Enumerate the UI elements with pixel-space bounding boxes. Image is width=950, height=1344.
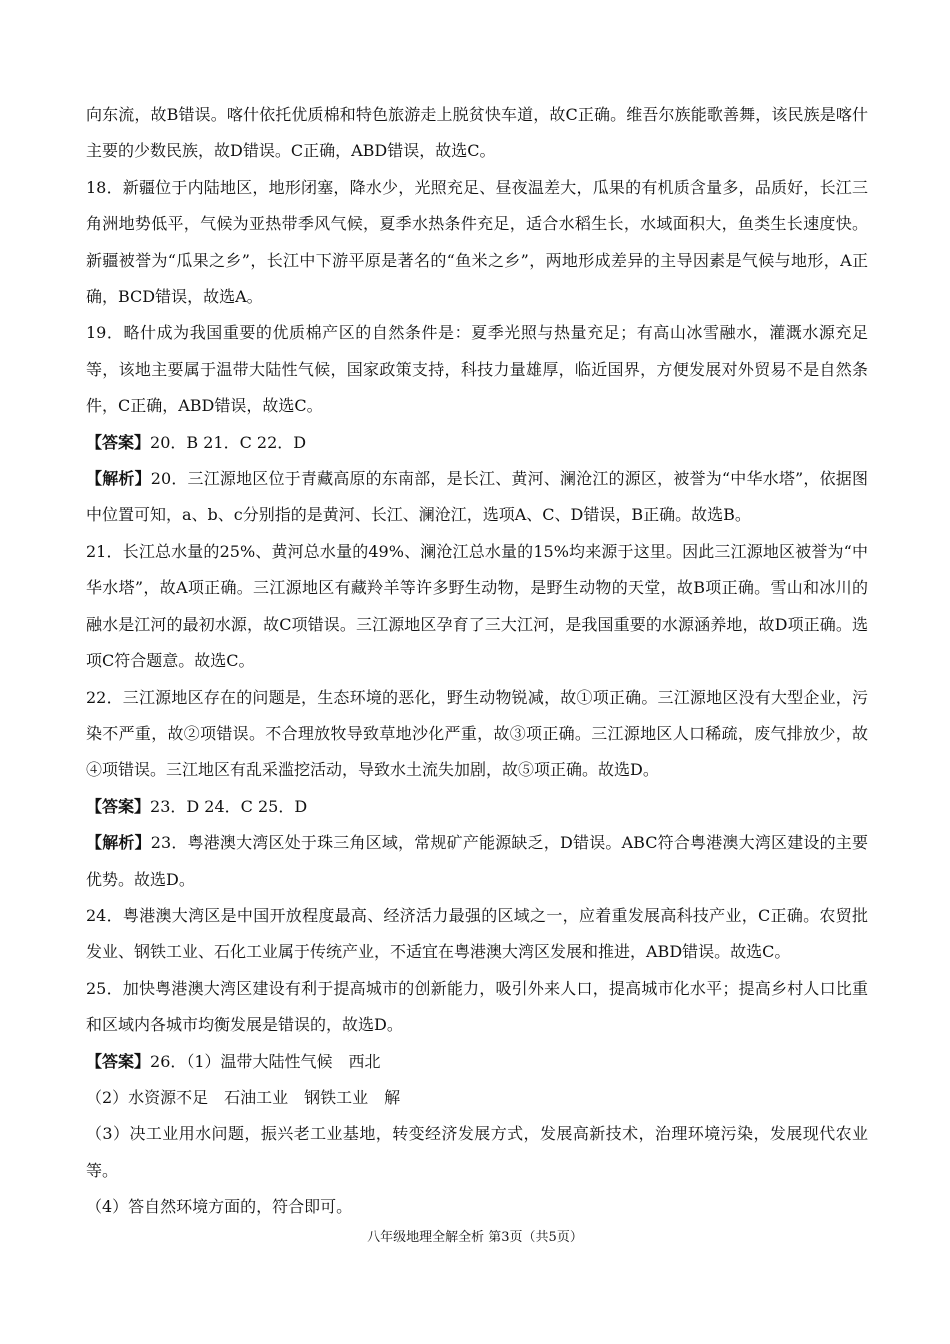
answer-26-part-4 bbox=[86, 1189, 868, 1225]
paragraph-q19 bbox=[86, 315, 868, 424]
paragraph-text: 向东流，故B错误。喀什依托优质棉和特色旅游走上脱贫快车道，故C正确。维吾尔族能歌善舞，该民族是喀什主要的少数民族，故D错误。C正确，ABD错误，故选C。 bbox=[86, 105, 868, 161]
paragraph-text: 24．粤港澳大湾区是中国开放程度最高、经济活力最强的区域之一，应着重发展高科技产业，C正确。农贸批发业、钢铁工业、石化工业属于传统产业，不适宜在粤港澳大湾区发展和推进，ABD错误。故选C。 bbox=[86, 905, 868, 962]
paragraph-text: 23．D 24．C 25．D bbox=[150, 796, 308, 816]
paragraph-q25 bbox=[86, 971, 868, 1044]
answer-tag: 【答案】 bbox=[86, 432, 151, 452]
paragraph-text: 23．粤港澳大湾区处于珠三角区域，常规矿产能源缺乏，D错误。ABC符合粤港澳大湾区建设的主要优势。故选D。 bbox=[86, 833, 868, 889]
paragraph-text: （4）答自然环境方面的，符合即可。 bbox=[86, 1197, 353, 1217]
answer-26-part-3 bbox=[86, 1116, 868, 1189]
paragraph-text: 26．（1）温带大陆性气候 西北 bbox=[150, 1051, 381, 1071]
answer-line-23-25 bbox=[86, 789, 868, 825]
paragraph-text: （3）决工业用水问题，振兴老工业基地，转变经济发展方式，发展高新技术，治理环境污染，发展现代农业等。 bbox=[86, 1124, 868, 1180]
paragraph-text: 25．加快粤港澳大湾区建设有利于提高城市的创新能力，吸引外来人口，提高城市化水平；提高乡村人口比重和区域内各城市均衡发展是错误的，故选D。 bbox=[86, 978, 868, 1035]
paragraph-text: 19．略什成为我国重要的优质棉产区的自然条件是：夏季光照与热量充足；有高山冰雪融水，灌溉水源充足等，该地主要属于温带大陆性气候，国家政策支持，科技力量雄厚，临近国界，方便发展对外贸易不是自然条件，C正确，ABD错误，故选C。 bbox=[86, 323, 868, 416]
paragraph-text: 20．B 21．C 22．D bbox=[150, 432, 307, 452]
answer-line-20-22 bbox=[86, 425, 868, 461]
analysis-tag: 【解析】 bbox=[86, 469, 151, 489]
analysis-q23 bbox=[86, 825, 868, 898]
paragraph-q18 bbox=[86, 170, 868, 316]
answer-line-26 bbox=[86, 1044, 868, 1080]
paragraph-text: （2）水资源不足 石油工业 钢铁工业 解 bbox=[86, 1087, 401, 1107]
answer-26-part-2 bbox=[86, 1080, 868, 1116]
document-body bbox=[86, 97, 868, 1226]
paragraph-text: 18．新疆位于内陆地区，地形闭塞，降水少，光照充足、昼夜温差大，瓜果的有机质含量多，品质好，长江三角洲地势低平，气候为亚热带季风气候，夏季水热条件充足，适合水稻生长，水域面积大，鱼类生长速度快。新疆被誉为“瓜果之乡”，长江中下游平原是著名的“鱼米之乡”，两地形成差异的主导因素是气候与地形，A正确，BCD错误，故选A。 bbox=[86, 177, 868, 307]
paragraph-q21 bbox=[86, 534, 868, 680]
answer-tag: 【答案】 bbox=[86, 1051, 151, 1071]
paragraph-text: 21．长江总水量的25%、黄河总水量的49%、澜沧江总水量的15%均来源于这里。因此三江源地区被誉为“中华水塔”，故A项正确。三江源地区有藏羚羊等许多野生动物，是野生动物的天堂，故B项正确。雪山和冰川的融水是江河的最初水源，故C项错误。三江源地区孕育了三大江河，是我国重要的水源涵养地，故D项正确。选项C符合题意。故选C。 bbox=[86, 541, 868, 671]
analysis-q20 bbox=[86, 461, 868, 534]
paragraph-continuation bbox=[86, 97, 868, 170]
paragraph-q22 bbox=[86, 680, 868, 789]
paragraph-q24 bbox=[86, 898, 868, 971]
answer-tag: 【答案】 bbox=[86, 796, 151, 816]
paragraph-text: 22．三江源地区存在的问题是，生态环境的恶化，野生动物锐减，故①项正确。三江源地区没有大型企业，污染不严重，故②项错误。不合理放牧导致草地沙化严重，故③项正确。三江源地区人口稀疏，废气排放少，故④项错误。三江地区有乱采滥挖活动，导致水土流失加剧，故⑤项正确。故选D。 bbox=[86, 687, 868, 780]
paragraph-text: 20．三江源地区位于青藏高原的东南部，是长江、黄河、澜沧江的源区，被誉为“中华水塔”，依据图中位置可知，a、b、c分别指的是黄河、长江、澜沧江，选项A、C、D错误，B正确。故选B。 bbox=[86, 469, 868, 525]
page-footer: 八年级地理全解全析 第3页（共5页） bbox=[367, 1230, 583, 1245]
analysis-tag: 【解析】 bbox=[86, 833, 151, 853]
